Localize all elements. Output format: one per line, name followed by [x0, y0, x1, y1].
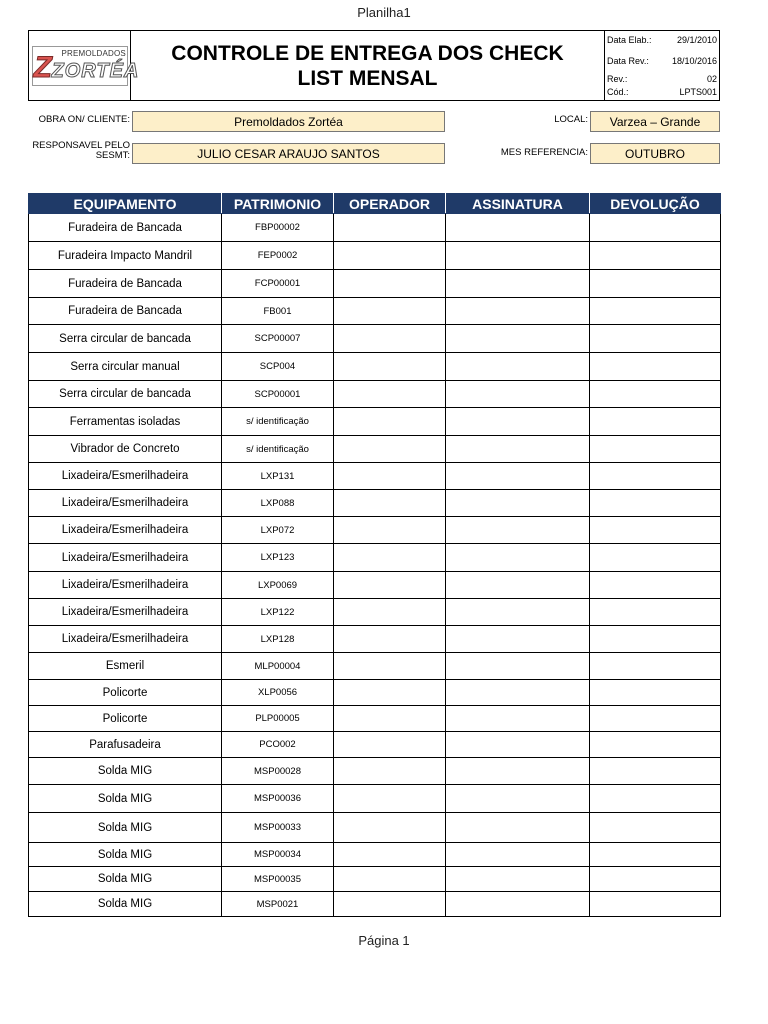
cell-assinatura[interactable]	[446, 544, 590, 572]
cell-devolucao[interactable]	[590, 353, 721, 381]
cell-patrimonio: SCP00007	[222, 325, 334, 353]
table-row	[29, 381, 721, 408]
logo-z-letter: Z	[33, 50, 52, 84]
cell-patrimonio: LXP0069	[222, 572, 334, 599]
meta-value: 18/10/2016	[671, 56, 717, 66]
document-meta	[605, 31, 719, 100]
meta-label: Data Elab.:	[607, 35, 652, 45]
mes-field[interactable]: OUTUBRO	[590, 143, 720, 164]
cell-assinatura[interactable]	[446, 599, 590, 626]
cell-equipamento: Lixadeira/Esmerilhadeira	[29, 626, 222, 653]
table-header-row	[29, 194, 721, 214]
cell-assinatura[interactable]	[446, 214, 590, 242]
cell-patrimonio: SCP004	[222, 353, 334, 381]
cell-devolucao[interactable]	[590, 572, 721, 599]
cell-assinatura[interactable]	[446, 572, 590, 599]
cell-devolucao[interactable]	[590, 843, 721, 867]
cell-assinatura[interactable]	[446, 680, 590, 706]
cell-assinatura[interactable]	[446, 785, 590, 813]
cell-devolucao[interactable]	[590, 298, 721, 325]
cell-equipamento: Solda MIG	[29, 843, 222, 867]
cell-devolucao[interactable]	[590, 408, 721, 436]
cell-assinatura[interactable]	[446, 758, 590, 785]
meta-value: 02	[706, 74, 717, 84]
company-logo	[32, 46, 140, 86]
table-row	[29, 353, 721, 381]
cell-devolucao[interactable]	[590, 214, 721, 242]
meta-label: Rev.:	[607, 74, 628, 84]
cell-assinatura[interactable]	[446, 436, 590, 463]
cell-assinatura[interactable]	[446, 381, 590, 408]
cell-devolucao[interactable]	[590, 517, 721, 544]
cell-devolucao[interactable]	[590, 242, 721, 270]
cell-patrimonio: PLP00005	[222, 706, 334, 732]
cell-devolucao[interactable]	[590, 381, 721, 408]
header-equipamento: EQUIPAMENTO	[29, 194, 222, 214]
table-row	[29, 214, 721, 242]
cell-patrimonio: XLP0056	[222, 680, 334, 706]
cell-devolucao[interactable]	[590, 892, 721, 917]
cell-operador[interactable]	[334, 867, 446, 892]
cell-devolucao[interactable]	[590, 490, 721, 517]
cell-assinatura[interactable]	[446, 353, 590, 381]
meta-row-rev	[605, 72, 719, 86]
cell-equipamento: Vibrador de Concreto	[29, 436, 222, 463]
cell-equipamento: Lixadeira/Esmerilhadeira	[29, 490, 222, 517]
cell-devolucao[interactable]	[590, 732, 721, 758]
table-row	[29, 408, 721, 436]
cell-operador[interactable]	[334, 843, 446, 867]
cell-operador[interactable]	[334, 381, 446, 408]
cell-equipamento: Solda MIG	[29, 892, 222, 917]
cell-assinatura[interactable]	[446, 463, 590, 490]
table-row	[29, 436, 721, 463]
cell-assinatura[interactable]	[446, 653, 590, 680]
cell-patrimonio: MSP00028	[222, 758, 334, 785]
cell-patrimonio: MSP00035	[222, 867, 334, 892]
table-row	[29, 706, 721, 732]
cell-equipamento: Lixadeira/Esmerilhadeira	[29, 517, 222, 544]
cell-patrimonio: s/ identificação	[222, 436, 334, 463]
cell-devolucao[interactable]	[590, 785, 721, 813]
mes-label: MES REFERENCIA:	[500, 147, 588, 158]
cell-patrimonio: MLP00004	[222, 653, 334, 680]
resp-field[interactable]: JULIO CESAR ARAUJO SANTOS	[132, 143, 445, 164]
cell-operador[interactable]	[334, 517, 446, 544]
table-row	[29, 758, 721, 785]
cell-operador[interactable]	[334, 325, 446, 353]
cell-operador[interactable]	[334, 813, 446, 843]
table-row	[29, 867, 721, 892]
meta-value: LPTS001	[679, 87, 717, 97]
cell-devolucao[interactable]	[590, 599, 721, 626]
local-field[interactable]: Varzea – Grande	[590, 111, 720, 132]
table-row	[29, 270, 721, 298]
logo-top-text: PREMOLDADOS	[61, 48, 126, 58]
cell-equipamento: Lixadeira/Esmerilhadeira	[29, 572, 222, 599]
cell-assinatura[interactable]	[446, 408, 590, 436]
cell-assinatura[interactable]	[446, 517, 590, 544]
cell-patrimonio: MSP0021	[222, 892, 334, 917]
cell-patrimonio: FEP0002	[222, 242, 334, 270]
table-row	[29, 785, 721, 813]
table-row	[29, 813, 721, 843]
cell-devolucao[interactable]	[590, 680, 721, 706]
cell-assinatura[interactable]	[446, 325, 590, 353]
table-row	[29, 325, 721, 353]
table-row	[29, 572, 721, 599]
table-row	[29, 653, 721, 680]
cell-operador[interactable]	[334, 242, 446, 270]
cell-operador[interactable]	[334, 706, 446, 732]
table-row	[29, 892, 721, 917]
table-row	[29, 843, 721, 867]
cell-equipamento: Esmeril	[29, 653, 222, 680]
table-row	[29, 242, 721, 270]
cell-assinatura[interactable]	[446, 626, 590, 653]
resp-label-line2: SESMT:	[95, 150, 130, 161]
meta-row-elab	[605, 31, 719, 52]
cell-operador[interactable]	[334, 544, 446, 572]
cell-operador[interactable]	[334, 680, 446, 706]
cell-assinatura[interactable]	[446, 298, 590, 325]
cell-patrimonio: PCO002	[222, 732, 334, 758]
cell-assinatura[interactable]	[446, 706, 590, 732]
equipment-table	[28, 193, 721, 917]
table-row	[29, 298, 721, 325]
cell-operador[interactable]	[334, 785, 446, 813]
cell-devolucao[interactable]	[590, 463, 721, 490]
cell-devolucao[interactable]	[590, 867, 721, 892]
meta-row-code	[605, 86, 719, 100]
cell-equipamento: Parafusadeira	[29, 732, 222, 758]
cell-patrimonio: LXP131	[222, 463, 334, 490]
meta-row-rev-date	[605, 52, 719, 72]
cell-operador[interactable]	[334, 572, 446, 599]
obra-label: OBRA ON/ CLIENTE:	[38, 114, 130, 125]
cell-operador[interactable]	[334, 758, 446, 785]
cell-devolucao[interactable]	[590, 758, 721, 785]
cell-patrimonio: LXP128	[222, 626, 334, 653]
cell-patrimonio: MSP00034	[222, 843, 334, 867]
cell-patrimonio: MSP00036	[222, 785, 334, 813]
cell-operador[interactable]	[334, 298, 446, 325]
title-block	[28, 30, 720, 101]
meta-label: Cód.:	[607, 87, 629, 97]
resp-label-line1: RESPONSAVEL PELO	[32, 140, 130, 151]
cell-equipamento: Solda MIG	[29, 758, 222, 785]
cell-patrimonio: LXP088	[222, 490, 334, 517]
cell-equipamento: Lixadeira/Esmerilhadeira	[29, 463, 222, 490]
cell-operador[interactable]	[334, 599, 446, 626]
cell-patrimonio: LXP123	[222, 544, 334, 572]
cell-assinatura[interactable]	[446, 270, 590, 298]
document-title: CONTROLE DE ENTREGA DOS CHECK LIST MENSAL	[131, 31, 605, 100]
cell-devolucao[interactable]	[590, 325, 721, 353]
cell-operador[interactable]	[334, 463, 446, 490]
cell-equipamento: Ferramentas isoladas	[29, 408, 222, 436]
cell-equipamento: Lixadeira/Esmerilhadeira	[29, 544, 222, 572]
cell-assinatura[interactable]	[446, 892, 590, 917]
cell-devolucao[interactable]	[590, 706, 721, 732]
cell-equipamento: Furadeira de Bancada	[29, 270, 222, 298]
cell-patrimonio: LXP072	[222, 517, 334, 544]
table-row	[29, 517, 721, 544]
cell-devolucao[interactable]	[590, 813, 721, 843]
meta-value: 29/1/2010	[676, 35, 717, 45]
cell-patrimonio: FBP00002	[222, 214, 334, 242]
cell-operador[interactable]	[334, 353, 446, 381]
cell-equipamento: Policorte	[29, 680, 222, 706]
header-operador: OPERADOR	[334, 194, 446, 214]
table-row	[29, 490, 721, 517]
meta-label: Data Rev.:	[607, 56, 649, 66]
cell-operador[interactable]	[334, 732, 446, 758]
cell-devolucao[interactable]	[590, 270, 721, 298]
cell-assinatura[interactable]	[446, 813, 590, 843]
local-label: LOCAL:	[554, 114, 588, 125]
cell-equipamento: Solda MIG	[29, 867, 222, 892]
cell-patrimonio: FB001	[222, 298, 334, 325]
cell-patrimonio: FCP00001	[222, 270, 334, 298]
cell-operador[interactable]	[334, 490, 446, 517]
cell-equipamento: Serra circular de bancada	[29, 325, 222, 353]
cell-operador[interactable]	[334, 270, 446, 298]
table-row	[29, 732, 721, 758]
cell-devolucao[interactable]	[590, 436, 721, 463]
cell-operador[interactable]	[334, 892, 446, 917]
sheet-name: Planilha1	[357, 5, 411, 20]
table-row	[29, 680, 721, 706]
cell-equipamento: Solda MIG	[29, 785, 222, 813]
cell-assinatura[interactable]	[446, 732, 590, 758]
logo-cell	[29, 31, 140, 100]
cell-assinatura[interactable]	[446, 867, 590, 892]
logo-main-text: ZORTÉA	[51, 59, 140, 82]
cell-assinatura[interactable]	[446, 490, 590, 517]
cell-equipamento: Furadeira Impacto Mandril	[29, 242, 222, 270]
cell-equipamento: Solda MIG	[29, 813, 222, 843]
table-row	[29, 626, 721, 653]
page-number: Página 1	[358, 933, 410, 948]
cell-equipamento: Furadeira de Bancada	[29, 298, 222, 325]
resp-label	[20, 141, 130, 161]
cell-operador[interactable]	[334, 653, 446, 680]
cell-assinatura[interactable]	[446, 242, 590, 270]
cell-operador[interactable]	[334, 214, 446, 242]
cell-equipamento: Furadeira de Bancada	[29, 214, 222, 242]
cell-devolucao[interactable]	[590, 653, 721, 680]
cell-operador[interactable]	[334, 626, 446, 653]
cell-devolucao[interactable]	[590, 626, 721, 653]
cell-patrimonio: s/ identificação	[222, 408, 334, 436]
cell-devolucao[interactable]	[590, 544, 721, 572]
cell-equipamento: Policorte	[29, 706, 222, 732]
obra-field[interactable]: Premoldados Zortéa	[132, 111, 445, 132]
cell-patrimonio: SCP00001	[222, 381, 334, 408]
header-assinatura: ASSINATURA	[446, 194, 590, 214]
header-devolucao: DEVOLUÇÃO	[590, 194, 721, 214]
table-row	[29, 544, 721, 572]
cell-patrimonio: MSP00033	[222, 813, 334, 843]
table-row	[29, 463, 721, 490]
cell-assinatura[interactable]	[446, 843, 590, 867]
cell-equipamento: Lixadeira/Esmerilhadeira	[29, 599, 222, 626]
cell-operador[interactable]	[334, 408, 446, 436]
header-patrimonio: PATRIMONIO	[222, 194, 334, 214]
cell-equipamento: Serra circular manual	[29, 353, 222, 381]
table-row	[29, 599, 721, 626]
cell-equipamento: Serra circular de bancada	[29, 381, 222, 408]
cell-operador[interactable]	[334, 436, 446, 463]
cell-patrimonio: LXP122	[222, 599, 334, 626]
